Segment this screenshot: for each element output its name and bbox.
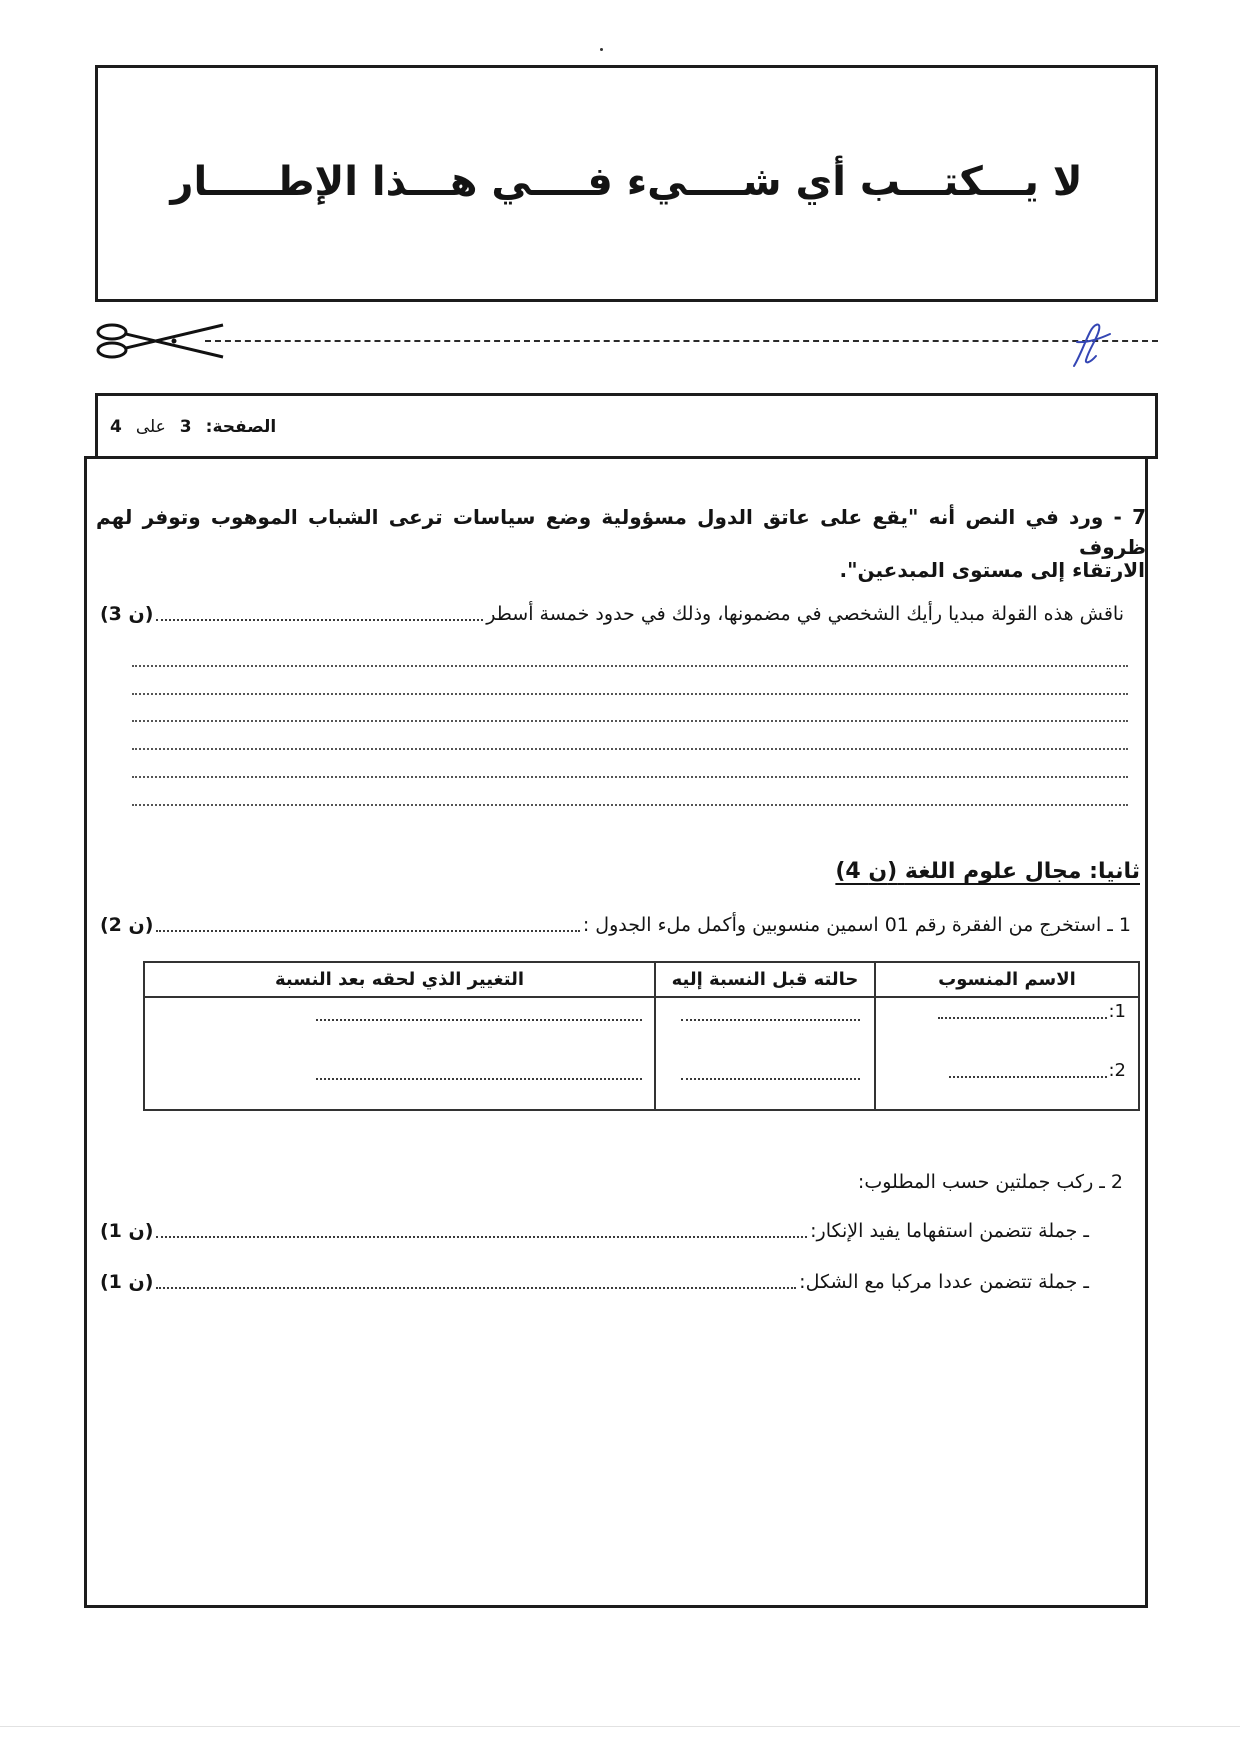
scan-edge: [0, 1726, 1240, 1727]
answer-line-2: [132, 693, 1128, 695]
question1-row: [100, 910, 1131, 940]
page-indicator: [110, 414, 276, 440]
question2-item-2-text: ـ جملة تتضمن عددا مركبا مع الشكل:: [799, 1271, 1089, 1293]
question7-prompt-row: [100, 599, 1124, 629]
table-row-1-name: [938, 998, 1126, 1026]
do-not-write-frame: [95, 65, 1158, 302]
answer-dots: [156, 1287, 796, 1289]
table-row-1-label: 1:: [1108, 1001, 1126, 1022]
question7-line2: الارتقاء إلى مستوى المبدعين".: [839, 558, 1145, 582]
question7-line1: 7 - ورد في النص أنه "يقع على عاتق الدول مسؤولية وضع سياسات ترعى الشباب الموهوب وتوفر لهم ظروف: [96, 505, 1146, 559]
question2-item-1-text: ـ جملة تتضمن استفهاما يفيد الإنكار:: [810, 1220, 1089, 1242]
cut-dashed-line: [205, 340, 1158, 342]
answer-line-1: [132, 665, 1128, 667]
question7-score: (3 ن): [100, 603, 154, 625]
answer-line-5: [132, 776, 1128, 778]
table-row-2-change-dots: [316, 1078, 642, 1080]
question1-score: (2 ن): [100, 914, 154, 936]
table-header-name: الاسم المنسوب: [938, 969, 1076, 990]
section2-title-text: ثانيا: مجال علوم اللغة: [904, 859, 1140, 884]
table-row-2-before-dots: [681, 1078, 860, 1080]
answer-line-6: [132, 804, 1128, 806]
question2-item-1-row: [100, 1216, 1089, 1246]
answer-line-4: [132, 748, 1128, 750]
answer-dots: [156, 1236, 807, 1238]
question2-item-2-score: (1 ن): [100, 1271, 154, 1293]
table-row-1-before-dots: [681, 1019, 860, 1021]
question2-text: 2 ـ ركب جملتين حسب المطلوب:: [857, 1171, 1123, 1193]
answer-line-3: [132, 720, 1128, 722]
pen-mark-icon: [1068, 318, 1114, 370]
scan-speck: [600, 48, 603, 51]
page-total: 4: [110, 417, 122, 437]
do-not-write-title: لا يـــكتـــب أي شــــيء فــــي هـــذا الإطـــــار: [170, 159, 1083, 205]
question7-prompt: ناقش هذه القولة مبديا رأيك الشخصي في مضمونها، وذلك في حدود خمسة أسطر: [486, 603, 1124, 625]
page-indicator-box: [95, 393, 1158, 459]
answer-dots: [156, 619, 483, 621]
answer-dots: [156, 930, 579, 932]
table-header-before: حالته قبل النسبة إليه: [671, 969, 859, 990]
answer-dots: [949, 1076, 1107, 1078]
question2-item-2-row: [100, 1267, 1089, 1297]
table-row-2-label: 2:: [1108, 1060, 1126, 1081]
table-row-2-name: [949, 1057, 1126, 1085]
page-current: 3: [179, 417, 192, 437]
question1-text: 1 ـ استخرج من الفقرة رقم 01 اسمين منسوبين وأكمل ملء الجدول :: [582, 914, 1131, 936]
page-separator: على: [135, 417, 166, 437]
question2-item-1-score: (1 ن): [100, 1220, 154, 1242]
page-label: الصفحة:: [205, 417, 277, 437]
table-row-1-change-dots: [316, 1019, 642, 1021]
answer-dots: [938, 1017, 1107, 1019]
table-header-change: التغيير الذي لحقه بعد النسبة: [275, 969, 524, 990]
section2-title: [835, 856, 1140, 888]
section2-score: (4 ن): [835, 859, 898, 884]
